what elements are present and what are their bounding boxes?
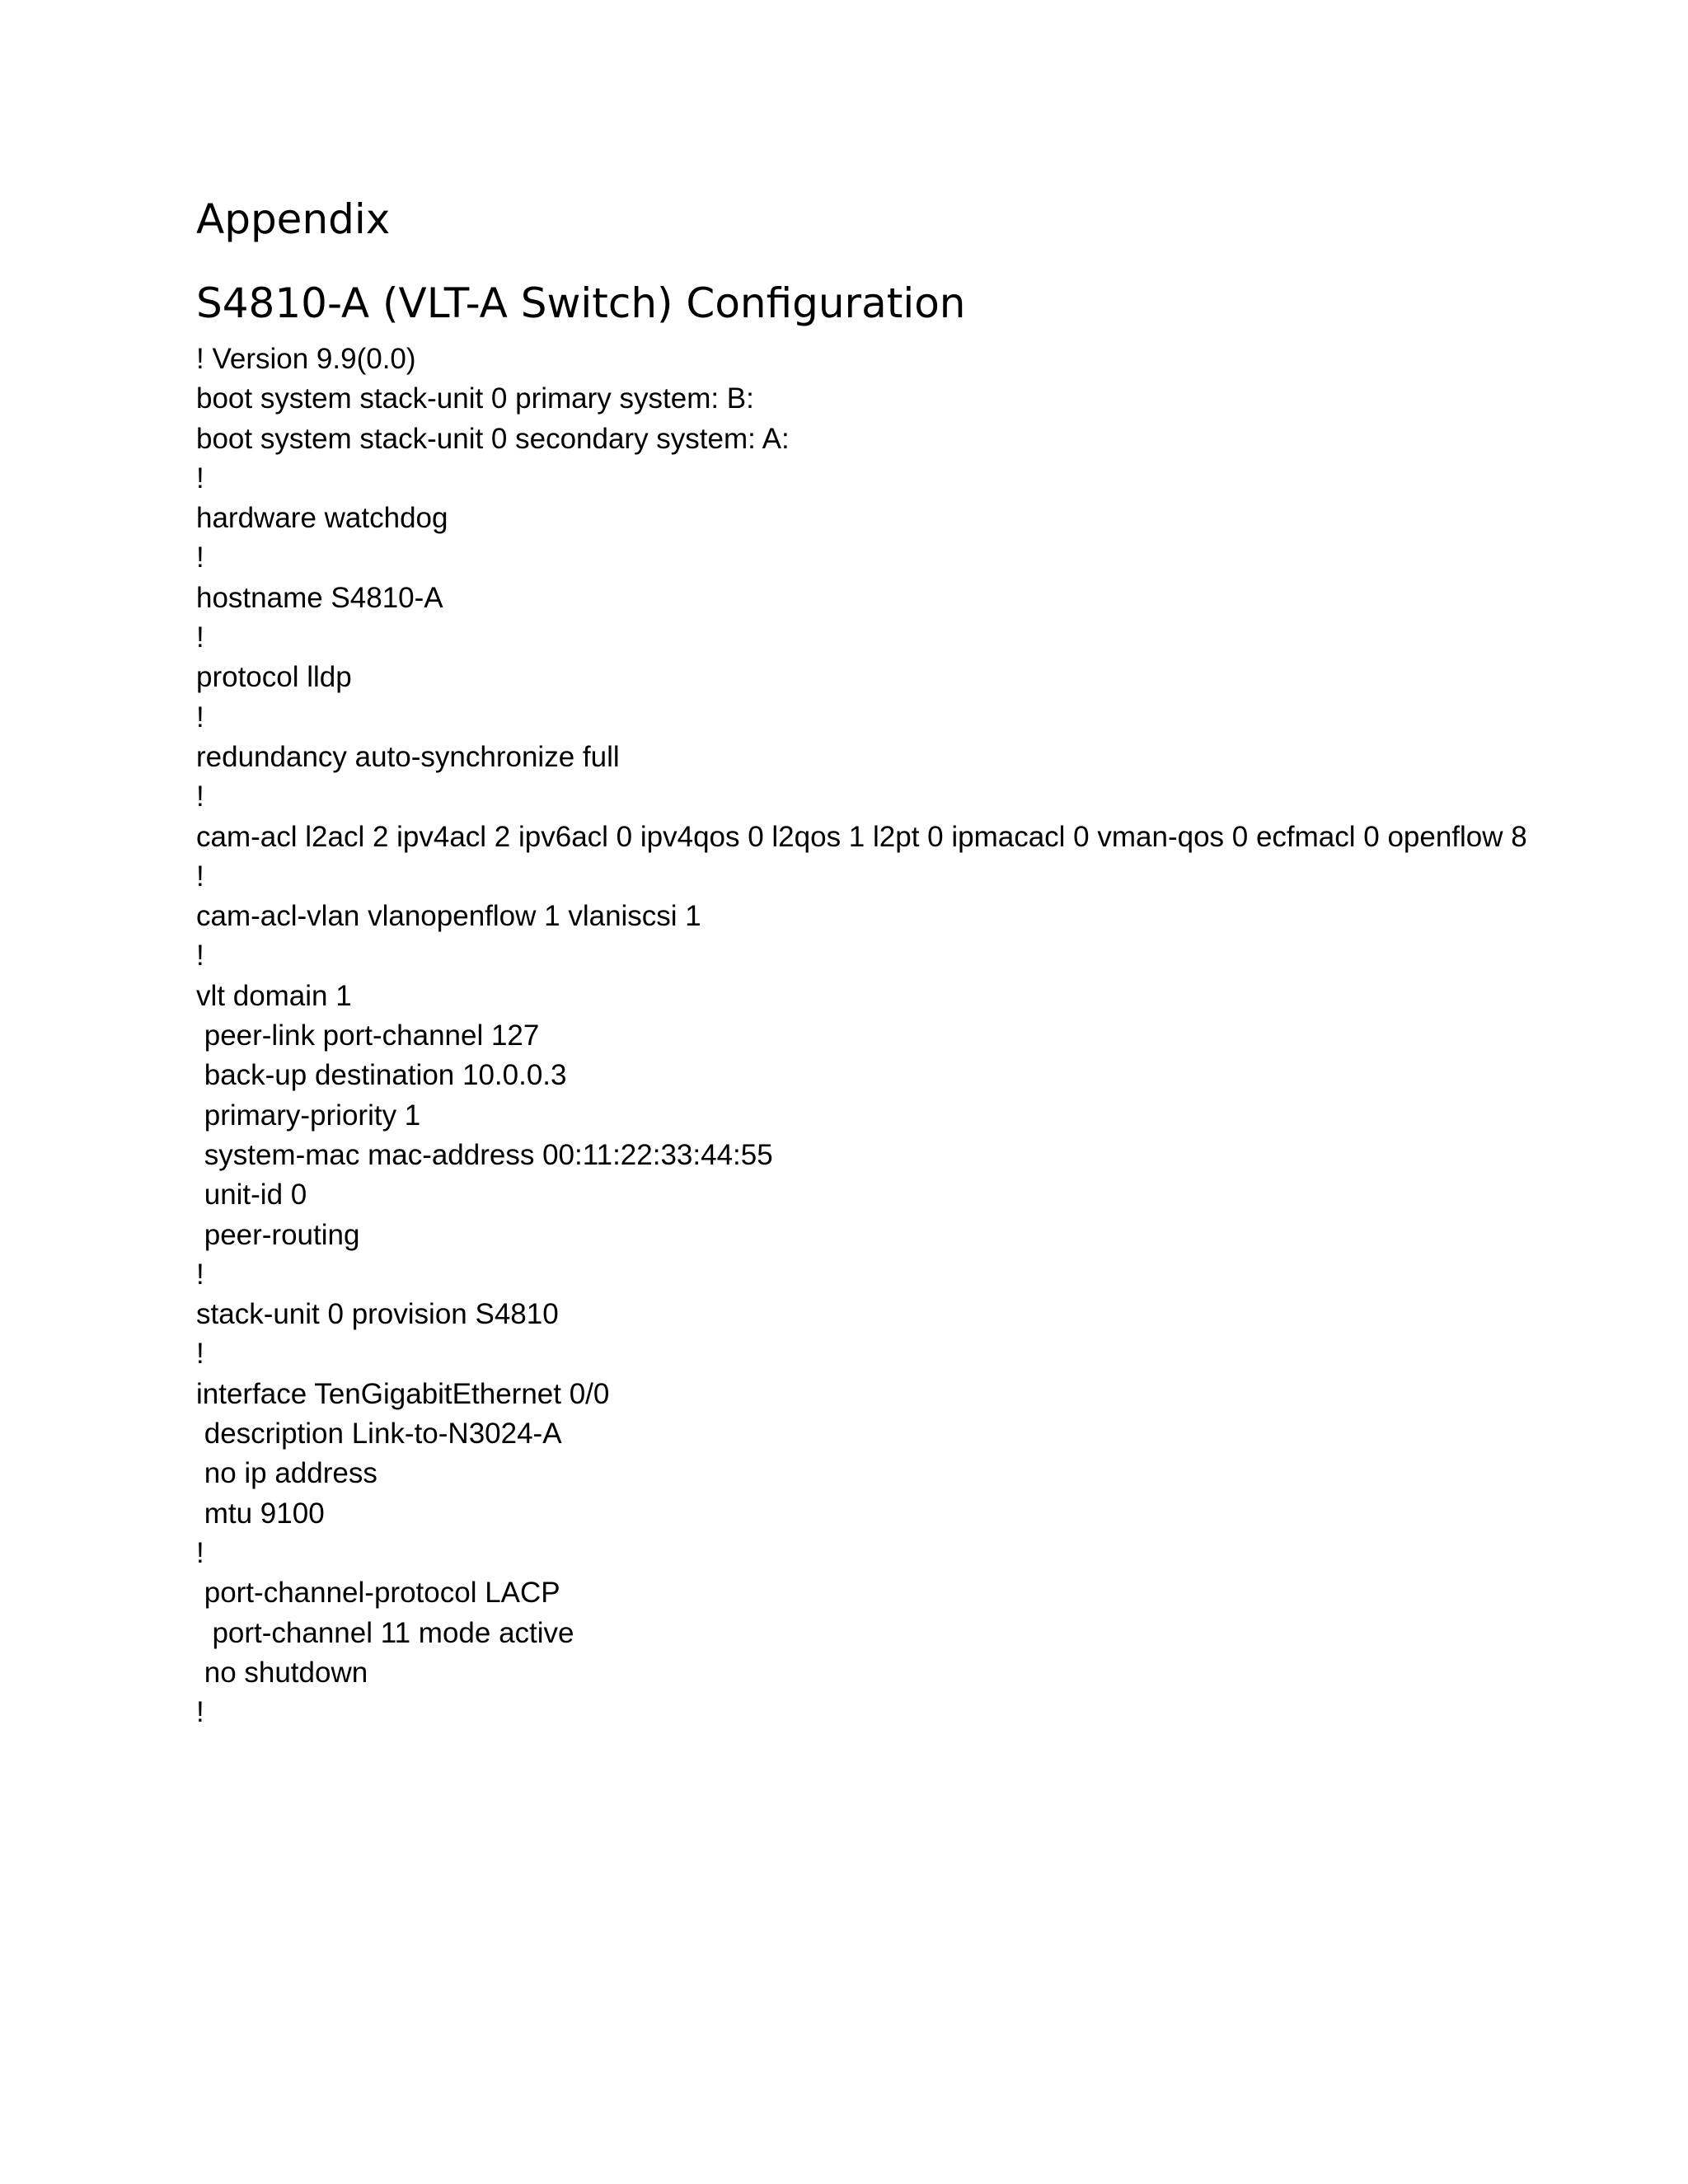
config-line: ! [196,940,204,972]
config-line: no shutdown [196,1656,368,1689]
config-line: back-up destination 10.0.0.3 [196,1059,567,1092]
config-line: no ip address [196,1457,377,1490]
config-line: description Link-to-N3024-A [196,1418,562,1451]
config-line: ! [196,780,204,813]
config-line: ! [196,462,204,494]
config-line: ! [196,1536,204,1569]
config-line: interface TenGigabitEthernet 0/0 [196,1377,610,1410]
config-line: port-channel 11 mode active [196,1616,574,1649]
config-line: stack-unit 0 provision S4810 [196,1298,559,1331]
config-line: mtu 9100 [196,1497,325,1530]
config-line: ! Version 9.9(0.0) [196,343,416,375]
config-line: peer-link port-channel 127 [196,1019,540,1052]
config-listing [196,340,1672,1732]
config-line: system-mac mac-address 00:11:22:33:44:55 [196,1138,773,1171]
config-line: unit-id 0 [196,1179,307,1212]
config-line: boot system stack-unit 0 primary system: B: [196,382,754,415]
config-line: protocol lldp [196,661,352,694]
config-line: ! [196,1696,204,1729]
config-line: cam-acl l2acl 2 ipv4acl 2 ipv6acl 0 ipv4qos 0 l2qos 1 l2pt 0 ipmacacl 0 vman-qos 0 ecfmacl 0 openflow 8 [196,820,1527,853]
config-line: cam-acl-vlan vlanopenflow 1 vlaniscsi 1 [196,900,701,933]
config-line: peer-routing [196,1218,360,1251]
config-line: ! [196,1258,204,1291]
config-line: port-channel-protocol LACP [196,1577,560,1610]
config-line: boot system stack-unit 0 secondary system: A: [196,422,790,455]
config-line: vlt domain 1 [196,979,352,1012]
config-line: hardware watchdog [196,502,448,535]
page-title: Appendix [196,195,391,243]
config-line: ! [196,621,204,654]
config-line: ! [196,1338,204,1371]
config-line: redundancy auto-synchronize full [196,740,620,773]
config-line: hostname S4810-A [196,581,443,614]
config-line: primary-priority 1 [196,1099,421,1132]
config-line: ! [196,541,204,574]
section-title: S4810-A (VLT-A Switch) Configuration [196,279,966,327]
config-line: ! [196,701,204,733]
config-line: ! [196,860,204,893]
